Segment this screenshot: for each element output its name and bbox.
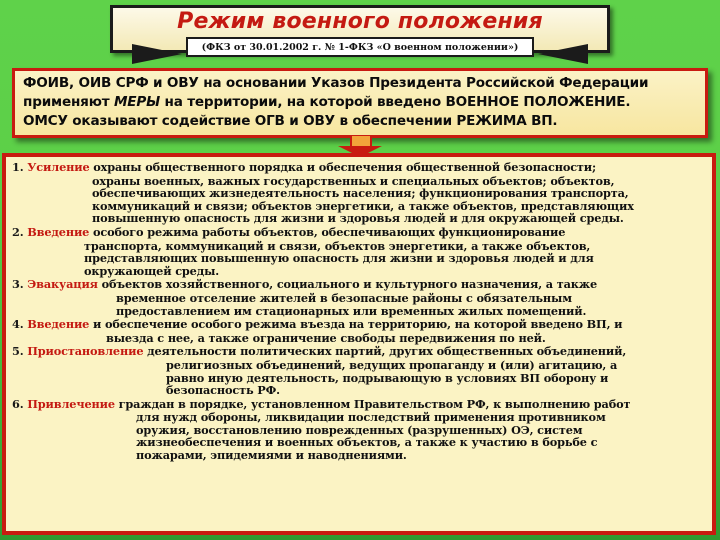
page-subtitle: (ФКЗ от 30.01.2002 г. № 1-ФКЗ «О военном положении») <box>186 37 534 57</box>
list-item: 2. Введение особого режима работы объектов, обеспечивающих функционирование транспорта, коммуникаций и связи, объектов энергетики, а также объектов, представляющих повышенную опасность для жизни и здоровья людей и для окружающей среды. <box>12 224 594 278</box>
info-line-3: ОМСУ оказывают содействие ОГВ и ОВУ в обеспечении РЕЖИМА ВП. <box>23 113 558 129</box>
item-keyword: Усиление <box>27 160 90 174</box>
info-line-2: применяют МЕРЫ на территории, на которой введено ВОЕННОЕ ПОЛОЖЕНИЕ. <box>23 94 631 110</box>
banner-ribbon-left <box>132 44 182 64</box>
list-item: 6. Привлечение граждан в порядке, установленном Правительством РФ, к выполнению работ для нужд обороны, ликвидации последствий применения противником оружия, восстановлению поврежденных (разрушенных) ОЭ, систем жизнеобеспечения и военных объектов, а также к участию в борьбе с пожарами, эпидемиями и наводнениями. <box>12 396 631 463</box>
banner-ribbon-right <box>538 44 588 64</box>
item-keyword: Эвакуация <box>27 277 98 292</box>
info-line-1: ФОИВ, ОИВ СРФ и ОВУ на основании Указов Президента Российской Федерации <box>23 75 649 91</box>
list-item: 5. Приостановление деятельности политических партий, других общественных объединений, религиозных объединений, ведущих пропаганду и (или) агитацию, а равно иную деятельность, подрывающую в условиях ВП оборону и безопасность РФ. <box>12 344 627 398</box>
page-title: Режим военного положения <box>177 9 543 34</box>
measures-list <box>2 153 716 535</box>
list-item: 1. Усиление охраны общественного порядка и обеспечения общественной безопасности; охраны военных, важных государственных и специальных объектов; объектов, обеспечивающих жизнедеятельность населения; функционирования транспорта, коммуникаций и связи; объектов энергетики, а также объектов, представляющих повышенную опасность для жизни и здоровья людей и для окружающей среды. <box>12 160 634 226</box>
info-panel <box>12 68 708 138</box>
list-item: 4. Введение и обеспечение особого режима въезда на территорию, на которой введено ВП, и выезда с нее, а также ограничение свободы передвижения по ней. <box>12 317 623 345</box>
item-keyword: Привлечение <box>27 396 115 411</box>
measures-emphasis: МЕРЫ <box>113 94 160 110</box>
item-keyword: Введение <box>27 317 90 332</box>
item-keyword: Введение <box>27 224 90 239</box>
list-item: 3. Эвакуация объектов хозяйственного, социального и культурного назначения, а также временное отселение жителей в безопасные районы с обязательным предоставлением им стационарных или временных жилых помещений. <box>12 277 598 318</box>
item-keyword: Приостановление <box>27 344 144 359</box>
